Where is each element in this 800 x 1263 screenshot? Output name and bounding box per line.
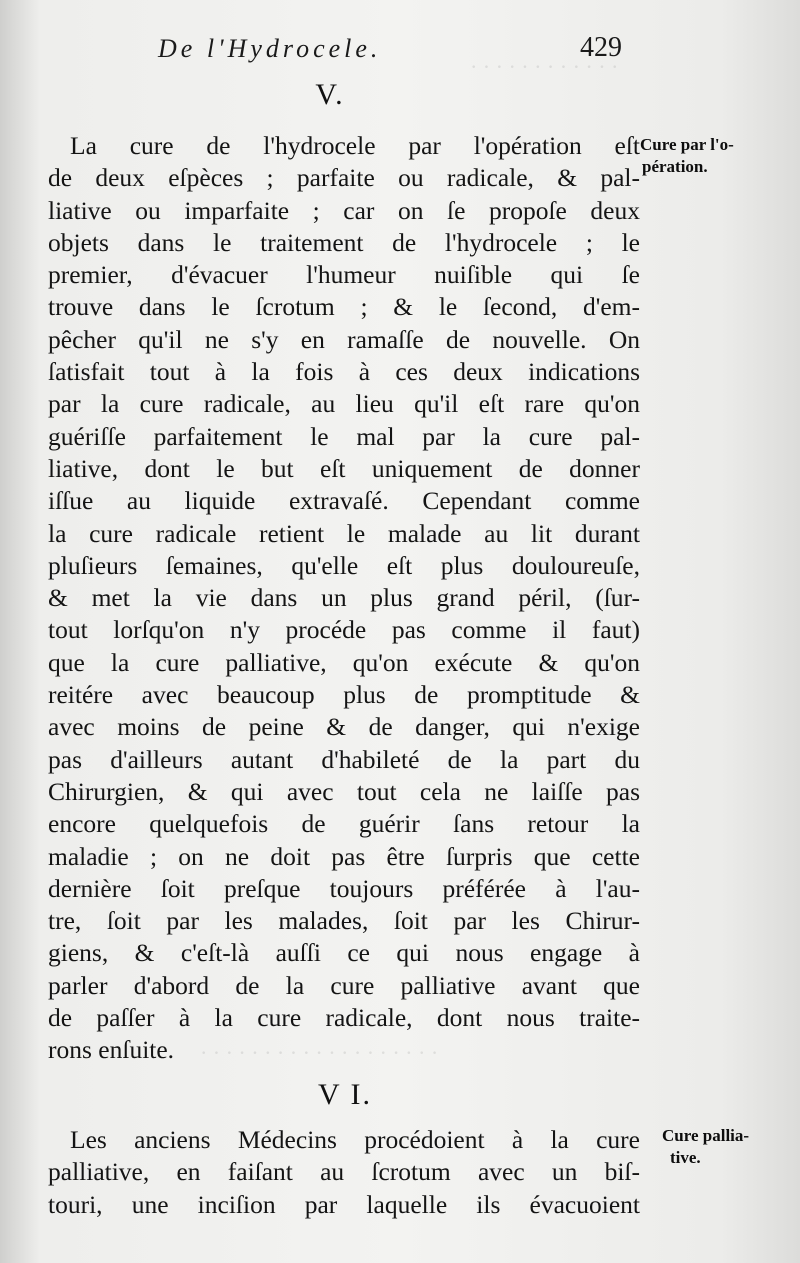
page-number: 429	[580, 32, 622, 63]
margin-note-line: pération.	[642, 157, 708, 176]
page-header	[150, 30, 630, 70]
text-line: iſſue au liquide extravaſé. Cependant comme	[48, 486, 640, 516]
text-line: trouve dans le ſcrotum ; & le ſecond, d'em-	[48, 292, 640, 322]
text-line: objets dans le traitement de l'hydrocele ; le	[48, 227, 640, 257]
text-line: guériſſe parfaitement le mal par la cure pal-	[48, 421, 640, 451]
section-heading-v: V.	[315, 78, 345, 111]
text-line: touri, une inciſion par laquelle ils évacuoient	[48, 1189, 640, 1219]
section-vi-body	[48, 1124, 640, 1221]
margin-note-line: Cure par l'o-	[640, 135, 734, 154]
margin-note-cure-operation	[640, 134, 800, 178]
text-line: tout lorſqu'on n'y procéde pas comme il faut)	[48, 615, 640, 645]
text-line: liative ou imparfaite ; car on ſe propoſe deux	[48, 195, 640, 225]
margin-note-line: tive.	[670, 1148, 701, 1167]
text-line: giens, & c'eſt-là auſſi ce qui nous engage à	[48, 938, 640, 968]
text-line: liative, dont le but eſt uniquement de donner	[48, 453, 640, 483]
text-line: encore quelquefois de guérir ſans retour la	[48, 809, 640, 839]
text-line: Chirurgien, & qui avec tout cela ne laiſſe pas	[48, 776, 640, 806]
text-line: reitére avec beaucoup plus de promptitude &	[48, 680, 640, 710]
text-line: premier, d'évacuer l'humeur nuiſible qui ſe	[48, 260, 640, 290]
text-line: pluſieurs ſemaines, qu'elle eſt plus douloureuſe,	[48, 550, 640, 580]
bleed-through-top: · · · · · · · · · · · ·	[470, 54, 619, 79]
text-line: par la cure radicale, au lieu qu'il eſt rare qu'on	[48, 389, 640, 419]
running-title: De l'Hydrocele.	[158, 34, 382, 63]
text-line: La cure de l'hydrocele par l'opération eſt	[70, 131, 640, 160]
text-line: palliative, en faiſant au ſcrotum avec un biſ-	[48, 1157, 640, 1187]
text-line: de paſſer à la cure radicale, dont nous traite-	[48, 1003, 640, 1033]
text-line: dernière ſoit preſque toujours préférée à l'au-	[48, 873, 640, 903]
text-line: pêcher qu'il ne s'y en ramaſſe de nouvelle. On	[48, 324, 640, 354]
margin-note-cure-palliative	[662, 1125, 800, 1169]
text-line: avec moins de peine & de danger, qui n'exige	[48, 712, 640, 742]
text-line: de deux eſpèces ; parfaite ou radicale, & pal-	[48, 163, 640, 193]
text-line: pas d'ailleurs autant d'habileté de la part du	[48, 744, 640, 774]
text-line: maladie ; on ne doit pas être ſurpris que cette	[48, 841, 640, 871]
text-line: rons enſuite.	[48, 1035, 175, 1065]
text-line: que la cure palliative, qu'on exécute & qu'on	[48, 647, 640, 677]
text-line: tre, ſoit par les malades, ſoit par les Chirur-	[48, 906, 640, 936]
section-heading-vi: V I.	[317, 1078, 373, 1111]
text-line: ſatisfait tout à la fois à ces deux indications	[48, 357, 640, 387]
text-line: la cure radicale retient le malade au lit durant	[48, 518, 640, 548]
text-line: parler d'abord de la cure palliative avant que	[48, 970, 640, 1000]
margin-note-line: Cure pallia-	[662, 1126, 750, 1145]
bleed-through-bottom: · · · · · · · · · · · · · · · · · · ·	[200, 1040, 439, 1065]
text-line: Les anciens Médecins procédoient à la cure	[70, 1125, 640, 1154]
section-v-body	[48, 130, 640, 1067]
text-line: & met la vie dans un plus grand péril, (ſur-	[48, 583, 640, 613]
